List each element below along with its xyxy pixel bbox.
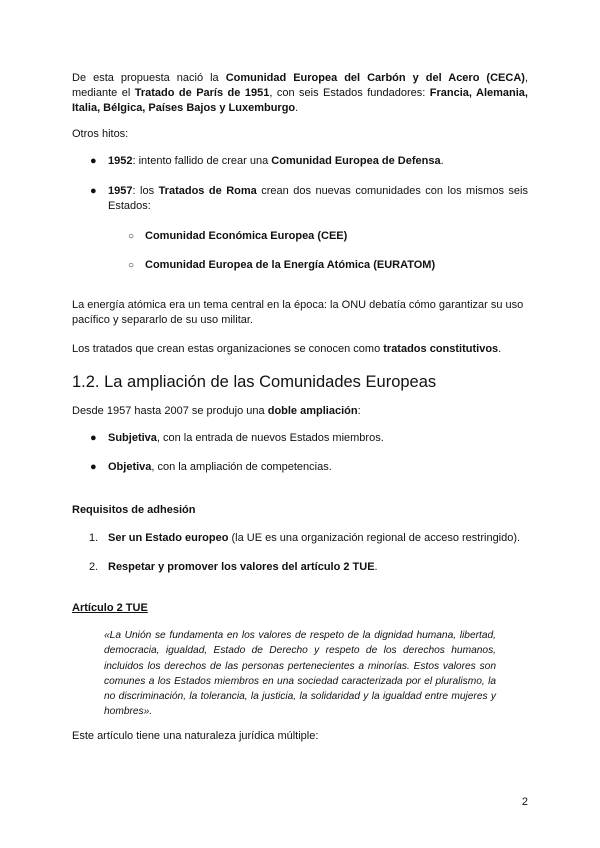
circle-bullet-icon: ○: [128, 260, 135, 271]
tipo-subjetiva: Subjetiva, con la entrada de nuevos Estados miembros.: [108, 432, 384, 444]
list-number: 2.: [89, 561, 99, 573]
hito-1952: 1952: intento fallido de crear una Comunidad Europea de Defensa.: [108, 155, 444, 167]
bullet-icon: ●: [90, 155, 97, 167]
requisito-1: Ser un Estado europeo (la UE es una organización regional de acceso restringido).: [108, 532, 521, 544]
bullet-icon: ●: [90, 185, 97, 197]
comunidad-cee: Comunidad Económica Europea (CEE): [145, 230, 348, 242]
bullet-icon: ●: [90, 461, 97, 473]
energia-paragraph: La energía atómica era un tema central en la época: la ONU debatía cómo garantizar su uso pacífico y separarlo de su uso militar.: [72, 299, 524, 326]
comunidad-euratom: Comunidad Europea de la Energía Atómica (EURATOM): [145, 259, 436, 271]
tipo-objetiva: Objetiva, con la ampliación de competencias.: [108, 461, 332, 473]
requisito-2: Respetar y promover los valores del artículo 2 TUE.: [108, 561, 378, 573]
list-number: 1.: [89, 532, 99, 544]
ampliacion-paragraph: Desde 1957 hasta 2007 se produjo una doble ampliación:: [72, 405, 361, 417]
page-number: 2: [521, 796, 528, 808]
articulo-title: Artículo 2 TUE: [72, 602, 148, 614]
section-title: 1.2. La ampliación de las Comunidades Europeas: [72, 373, 437, 391]
otros-hitos-label: Otros hitos:: [72, 128, 129, 140]
articulo-quote: «La Unión se fundamenta en los valores de respeto de la dignidad humana, libertad, democracia, igualdad, Estado de Derecho y respeto de los derechos humanos, incluidos los derechos de las personas pertenecientes a minorías. Estos valores son comunes a los Estados miembros en una sociedad caracterizada por el pluralismo, la no discriminación, la tolerancia, la justicia, la solidaridad y la igualdad entre mujeres y hombres».: [104, 630, 496, 718]
naturaleza-paragraph: Este artículo tiene una naturaleza jurídica múltiple:: [72, 730, 319, 742]
tratados-paragraph: Los tratados que crean estas organizaciones se conocen como tratados constitutivos.: [72, 343, 502, 355]
intro-paragraph: De esta propuesta nació la Comunidad Europea del Carbón y del Acero (CECA), mediante el Tratado de París de 1951, con seis Estados fundadores: Francia, Alemania, Italia, Bélgica, Países Bajos y Luxemburgo.: [72, 72, 528, 114]
bullet-icon: ●: [90, 432, 97, 444]
hito-1957: 1957: los Tratados de Roma crean dos nuevas comunidades con los mismos seis Estados:: [108, 185, 528, 212]
circle-bullet-icon: ○: [128, 231, 135, 242]
requisitos-title: Requisitos de adhesión: [72, 504, 196, 516]
